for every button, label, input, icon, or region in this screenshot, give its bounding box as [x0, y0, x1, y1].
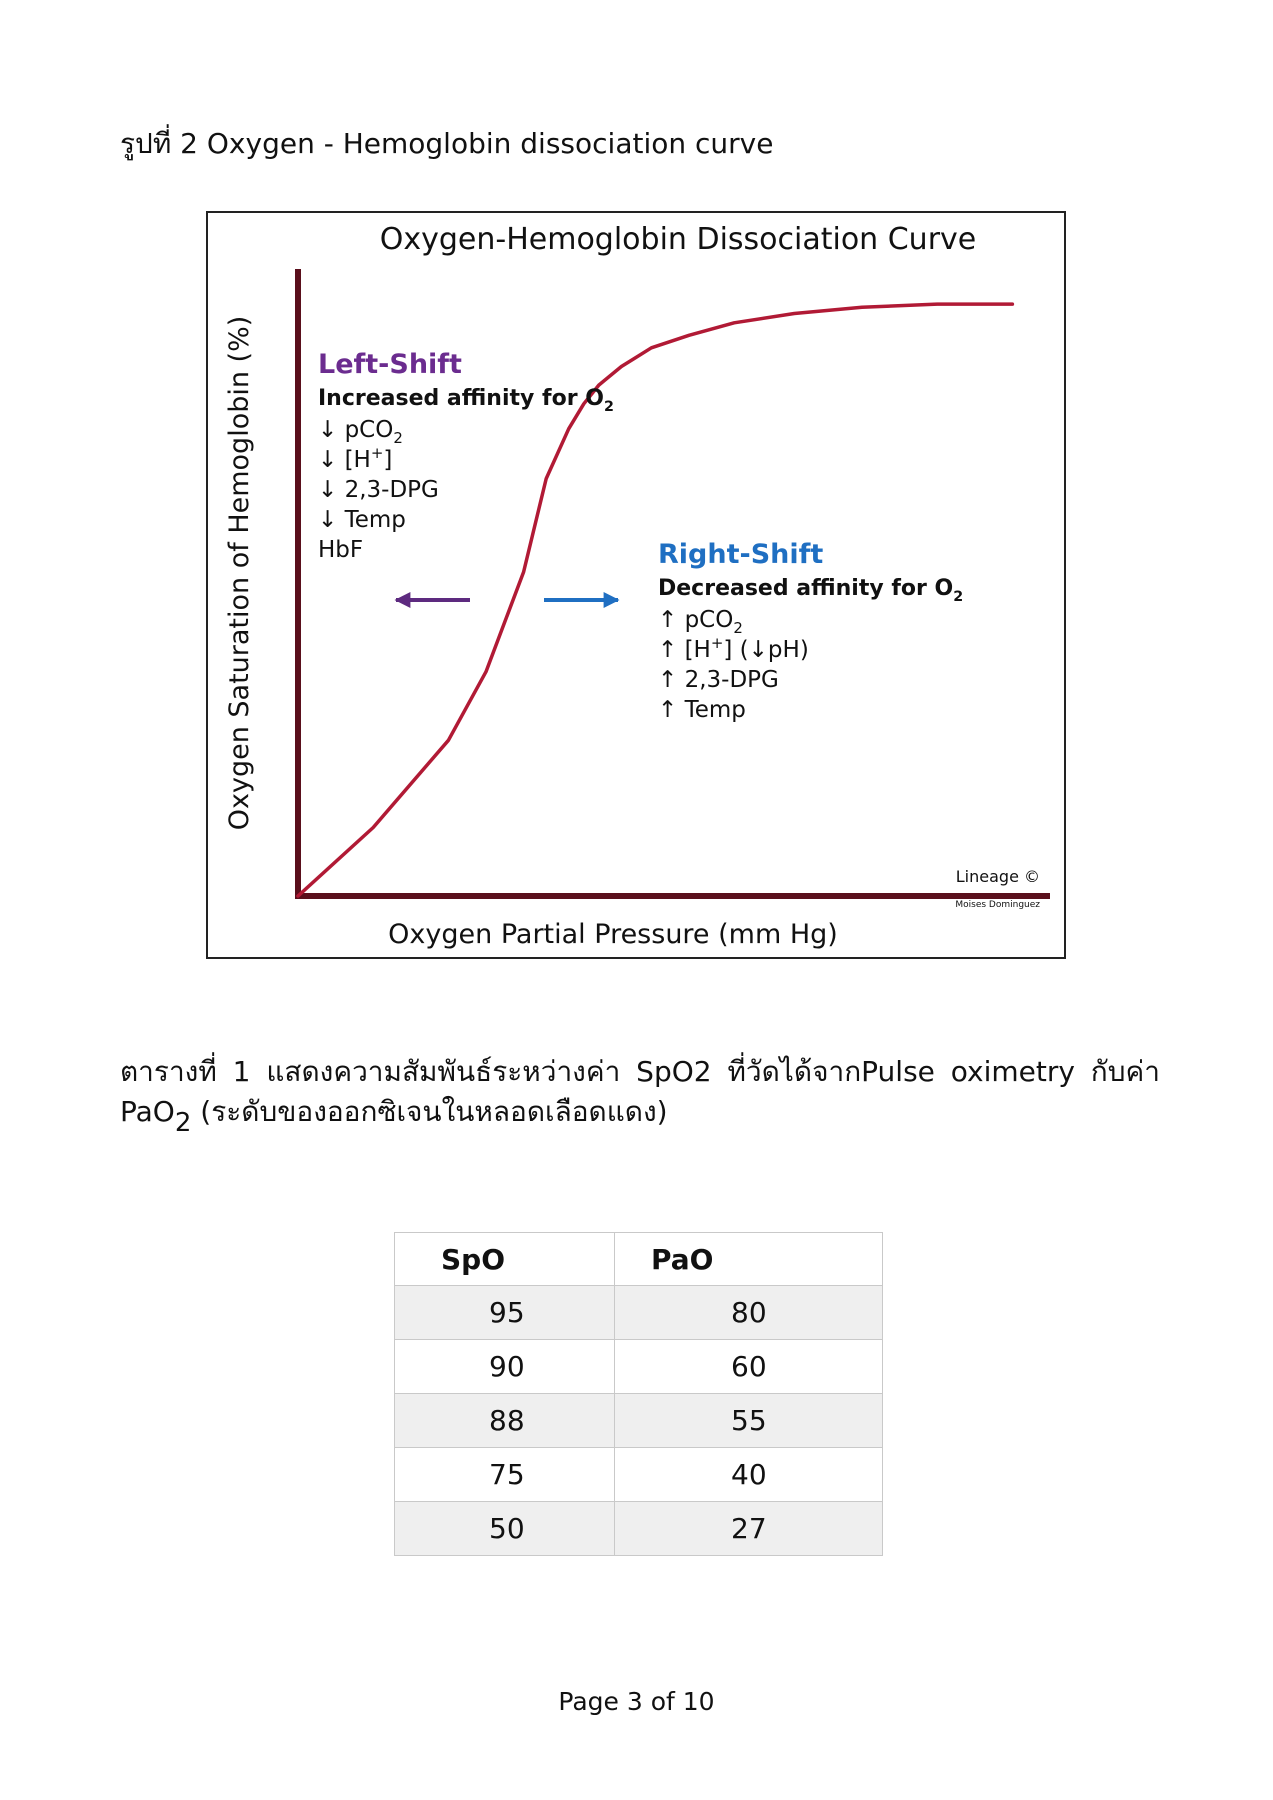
left-shift-subtitle: Increased affinity for $O_2$ — [318, 386, 614, 415]
chart-title: Oxygen-Hemoglobin Dissociation Curve — [379, 222, 977, 257]
header-spo: SpO — [395, 1233, 615, 1286]
cell-pao: 80 — [615, 1286, 883, 1340]
table-row — [395, 1448, 883, 1502]
page-number: Page 3 of 10 — [558, 1687, 715, 1716]
cell-pao: 60 — [615, 1340, 883, 1394]
chart-figure — [206, 211, 1066, 959]
table-row — [395, 1340, 883, 1394]
cell-spo: 88 — [395, 1394, 615, 1448]
left-shift-item: ↓ Temp — [318, 507, 406, 533]
right-shift-item: ↑ 2,3-DPG — [658, 667, 779, 693]
left-shift-item: ↓ 2,3-DPG — [318, 477, 439, 503]
dissociation-chart — [208, 213, 1064, 957]
right-shift-title: Right-Shift — [658, 539, 824, 570]
caption-word: SpO2 — [636, 1055, 712, 1088]
caption-word: 1 — [232, 1055, 251, 1088]
left-shift-item: HbF — [318, 537, 364, 563]
cell-spo: 95 — [395, 1286, 615, 1340]
right-shift-item: ↑ [H+] (↓pH) — [658, 634, 809, 663]
table-caption-line-1 — [120, 1052, 1160, 1092]
credit-text: Lineage © — [955, 867, 1040, 886]
cell-pao: 27 — [615, 1502, 883, 1556]
cell-pao: 55 — [615, 1394, 883, 1448]
credit-small-text: Moises Dominguez — [955, 900, 1040, 910]
header-pao: PaO — [615, 1233, 883, 1286]
table-header-row — [395, 1233, 883, 1286]
cell-spo: 90 — [395, 1340, 615, 1394]
right-shift-subtitle: Decreased affinity for $O_2$ — [658, 576, 964, 605]
cell-spo: 75 — [395, 1448, 615, 1502]
figure-caption: รูปที่ 2 Oxygen - Hemoglobin dissociation curve — [120, 127, 774, 160]
left-shift-item: ↓ pCO$_2$ — [318, 417, 403, 447]
caption-word: ที่วัดได้จากPulse — [727, 1055, 935, 1088]
cell-spo: 50 — [395, 1502, 615, 1556]
right-shift-item: ↑ Temp — [658, 697, 746, 723]
right-shift-item: ↑ pCO$_2$ — [658, 607, 743, 637]
caption-word: แสดงความสัมพันธ์ระหว่างค่า — [266, 1055, 621, 1088]
caption-word: ตารางที่ — [120, 1055, 217, 1088]
left-shift-title: Left-Shift — [318, 349, 462, 380]
table-row — [395, 1394, 883, 1448]
table-caption — [120, 1052, 1160, 1138]
x-axis-label: Oxygen Partial Pressure (mm Hg) — [388, 919, 838, 950]
cell-pao: 40 — [615, 1448, 883, 1502]
caption-pao-sub: 2 — [174, 1108, 192, 1138]
caption-word: oximetry — [950, 1055, 1075, 1088]
caption-pao: PaO — [120, 1095, 175, 1128]
caption-suffix: (ระดับของออกซิเจนในหลอดเลือดแดง) — [191, 1095, 668, 1128]
left-shift-item: ↓ [H+] — [318, 444, 393, 473]
caption-word: กับค่า — [1090, 1055, 1160, 1088]
spo2-pao2-table — [394, 1232, 883, 1556]
table-row — [395, 1502, 883, 1556]
table-row — [395, 1286, 883, 1340]
table-caption-line-2 — [120, 1092, 1160, 1138]
y-axis-label: Oxygen Saturation of Hemoglobin (%) — [224, 315, 255, 831]
